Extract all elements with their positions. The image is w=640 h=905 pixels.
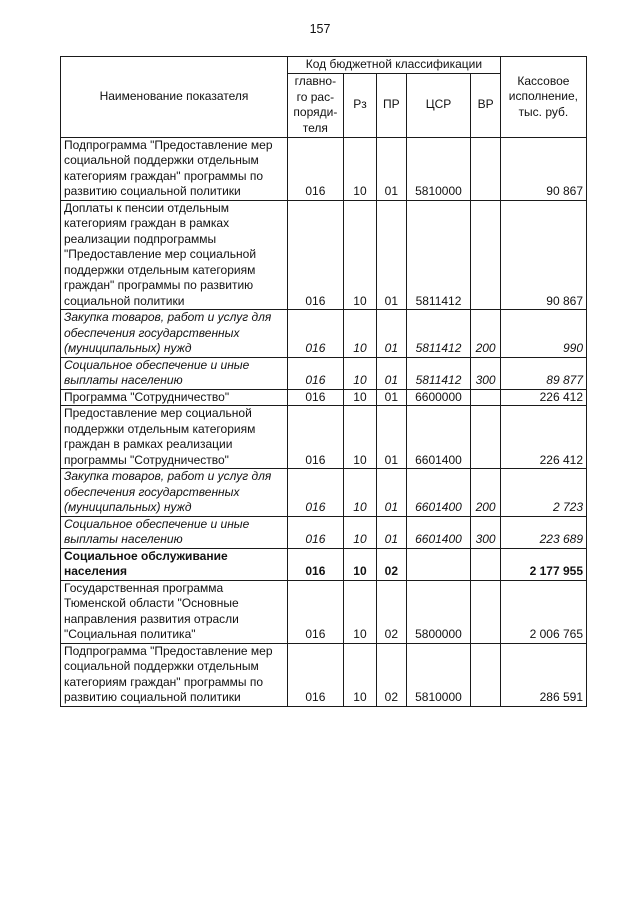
main-manager-code: 016 (288, 406, 344, 469)
main-manager-code: 016 (288, 469, 344, 517)
table-row (61, 406, 587, 469)
subsection-code: 01 (377, 357, 406, 389)
subsection-code: 01 (377, 200, 406, 310)
cash-execution-amount: 89 877 (500, 357, 586, 389)
table-row (61, 516, 587, 548)
subsection-header: ПР (377, 73, 406, 137)
expense-type-code (471, 643, 500, 706)
target-article-header: ЦСР (406, 73, 471, 137)
subsection-code: 01 (377, 389, 406, 406)
budget-execution-table (60, 56, 587, 707)
section-code: 10 (343, 643, 376, 706)
main-manager-code: 016 (288, 137, 344, 200)
expense-type-code (471, 200, 500, 310)
expense-type-code (471, 389, 500, 406)
main-manager-code: 016 (288, 357, 344, 389)
indicator-name: Подпрограмма "Предоставление мер социальной поддержки отдельным категориям граждан" программы по развитию социальной политики (61, 643, 288, 706)
target-article-code: 5810000 (406, 643, 471, 706)
section-code: 10 (343, 310, 376, 358)
main-manager-code: 016 (288, 516, 344, 548)
section-code: 10 (343, 200, 376, 310)
table-row (61, 200, 587, 310)
indicator-name: Государственная программа Тюменской области "Основные направления развития отрасли "Социальная политика" (61, 580, 288, 643)
table-row (61, 389, 587, 406)
subsection-code: 01 (377, 310, 406, 358)
indicator-name: Программа "Сотрудничество" (61, 389, 288, 406)
budget-classification-header: Код бюджетной классификации (288, 57, 501, 74)
main-manager-code: 016 (288, 310, 344, 358)
table-row (61, 643, 587, 706)
subsection-code: 01 (377, 406, 406, 469)
subsection-code: 01 (377, 469, 406, 517)
target-article-code: 5811412 (406, 357, 471, 389)
cash-execution-amount: 2 723 (500, 469, 586, 517)
cash-execution-header: Кассовое исполнение, тыс. руб. (500, 57, 586, 138)
indicator-name: Подпрограмма "Предоставление мер социальной поддержки отдельным категориям граждан" программы по развитию социальной политики (61, 137, 288, 200)
main-manager-code: 016 (288, 200, 344, 310)
indicator-name: Закупка товаров, работ и услуг для обеспечения государственных (муниципальных) нужд (61, 469, 288, 517)
section-code: 10 (343, 548, 376, 580)
expense-type-code: 200 (471, 469, 500, 517)
cash-execution-amount: 223 689 (500, 516, 586, 548)
section-header: Рз (343, 73, 376, 137)
indicator-name: Предоставление мер социальной поддержки отдельным категориям граждан в рамках реализации программы "Сотрудничество" (61, 406, 288, 469)
page-number: 157 (309, 22, 331, 36)
table-row (61, 310, 587, 358)
subsection-code: 01 (377, 516, 406, 548)
cash-execution-amount: 226 412 (500, 389, 586, 406)
subsection-code: 02 (377, 580, 406, 643)
table-body (61, 137, 587, 706)
subsection-code: 02 (377, 643, 406, 706)
section-code: 10 (343, 137, 376, 200)
cash-execution-amount: 2 177 955 (500, 548, 586, 580)
section-code: 10 (343, 357, 376, 389)
table-header (61, 57, 587, 138)
main-manager-code: 016 (288, 389, 344, 406)
main-manager-code: 016 (288, 580, 344, 643)
cash-execution-amount: 2 006 765 (500, 580, 586, 643)
expense-type-code: 200 (471, 310, 500, 358)
indicator-name: Доплаты к пенсии отдельным категориям граждан в рамках реализации подпрограммы "Предоставление мер социальной поддержки отдельным категориям граждан" программы по развитию социальной политики (61, 200, 288, 310)
indicator-name-header: Наименование показателя (61, 57, 288, 138)
expense-type-code (471, 406, 500, 469)
main-manager-code-header: главно-го рас-поряди-теля (288, 73, 344, 137)
expense-type-code: 300 (471, 357, 500, 389)
section-code: 10 (343, 406, 376, 469)
table-row (61, 357, 587, 389)
cash-execution-amount: 286 591 (500, 643, 586, 706)
table-row (61, 548, 587, 580)
section-code: 10 (343, 580, 376, 643)
indicator-name: Социальное обслуживание населения (61, 548, 288, 580)
target-article-code (406, 548, 471, 580)
subsection-code: 01 (377, 137, 406, 200)
target-article-code: 5800000 (406, 580, 471, 643)
target-article-code: 5810000 (406, 137, 471, 200)
main-manager-code: 016 (288, 548, 344, 580)
cash-execution-amount: 226 412 (500, 406, 586, 469)
section-code: 10 (343, 469, 376, 517)
expense-type-code (471, 137, 500, 200)
expense-type-code (471, 548, 500, 580)
section-code: 10 (343, 516, 376, 548)
expense-type-header: ВР (471, 73, 500, 137)
cash-execution-amount: 990 (500, 310, 586, 358)
main-manager-code: 016 (288, 643, 344, 706)
target-article-code: 6601400 (406, 469, 471, 517)
table-row (61, 580, 587, 643)
section-code: 10 (343, 389, 376, 406)
cash-execution-amount: 90 867 (500, 137, 586, 200)
table-row (61, 469, 587, 517)
expense-type-code: 300 (471, 516, 500, 548)
target-article-code: 5811412 (406, 310, 471, 358)
target-article-code: 5811412 (406, 200, 471, 310)
subsection-code: 02 (377, 548, 406, 580)
indicator-name: Закупка товаров, работ и услуг для обеспечения государственных (муниципальных) нужд (61, 310, 288, 358)
indicator-name: Социальное обеспечение и иные выплаты населению (61, 516, 288, 548)
expense-type-code (471, 580, 500, 643)
target-article-code: 6600000 (406, 389, 471, 406)
target-article-code: 6601400 (406, 406, 471, 469)
target-article-code: 6601400 (406, 516, 471, 548)
indicator-name: Социальное обеспечение и иные выплаты населению (61, 357, 288, 389)
table-row (61, 137, 587, 200)
cash-execution-amount: 90 867 (500, 200, 586, 310)
